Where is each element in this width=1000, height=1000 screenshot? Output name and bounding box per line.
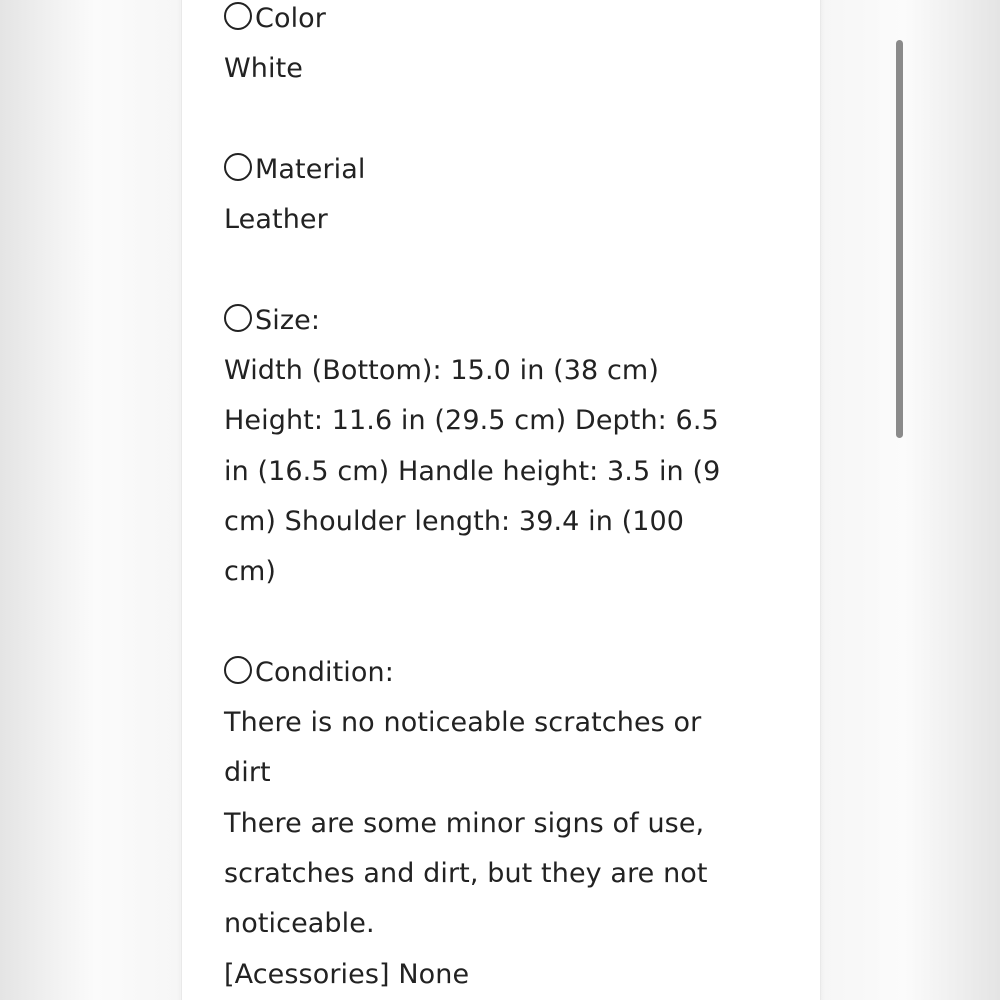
size-line: cm) xyxy=(224,556,276,588)
circle-bullet-icon xyxy=(224,2,252,30)
circle-bullet-icon xyxy=(224,656,252,684)
size-heading: Size: xyxy=(224,296,784,346)
circle-bullet-icon xyxy=(224,304,252,332)
condition-line: scratches and dirt, but they are not xyxy=(224,858,708,890)
product-description xyxy=(224,0,784,1000)
material-heading: Material xyxy=(224,145,784,195)
color-heading: Color xyxy=(224,0,784,44)
condition-line: There are some minor signs of use, xyxy=(224,807,705,839)
material-value: Leather xyxy=(224,204,328,236)
size-line: in (16.5 cm) Handle height: 3.5 in (9 xyxy=(224,455,721,487)
condition-line: noticeable. xyxy=(224,908,375,940)
circle-bullet-icon xyxy=(224,153,252,181)
color-value: White xyxy=(224,53,304,85)
size-line: Width (Bottom): 15.0 in (38 cm) xyxy=(224,355,659,387)
accessories-line: [Acessories] None xyxy=(224,958,470,990)
spacer xyxy=(224,95,784,145)
size-line: Height: 11.6 in (29.5 cm) Depth: 6.5 xyxy=(224,405,719,437)
spacer xyxy=(224,598,784,648)
condition-heading: Condition: xyxy=(224,648,784,698)
spacer xyxy=(224,245,784,295)
size-line: cm) Shoulder length: 39.4 in (100 xyxy=(224,505,685,537)
condition-line: dirt xyxy=(224,757,271,789)
condition-line: There is no noticeable scratches or xyxy=(224,707,702,739)
vertical-scrollbar[interactable] xyxy=(896,40,903,438)
